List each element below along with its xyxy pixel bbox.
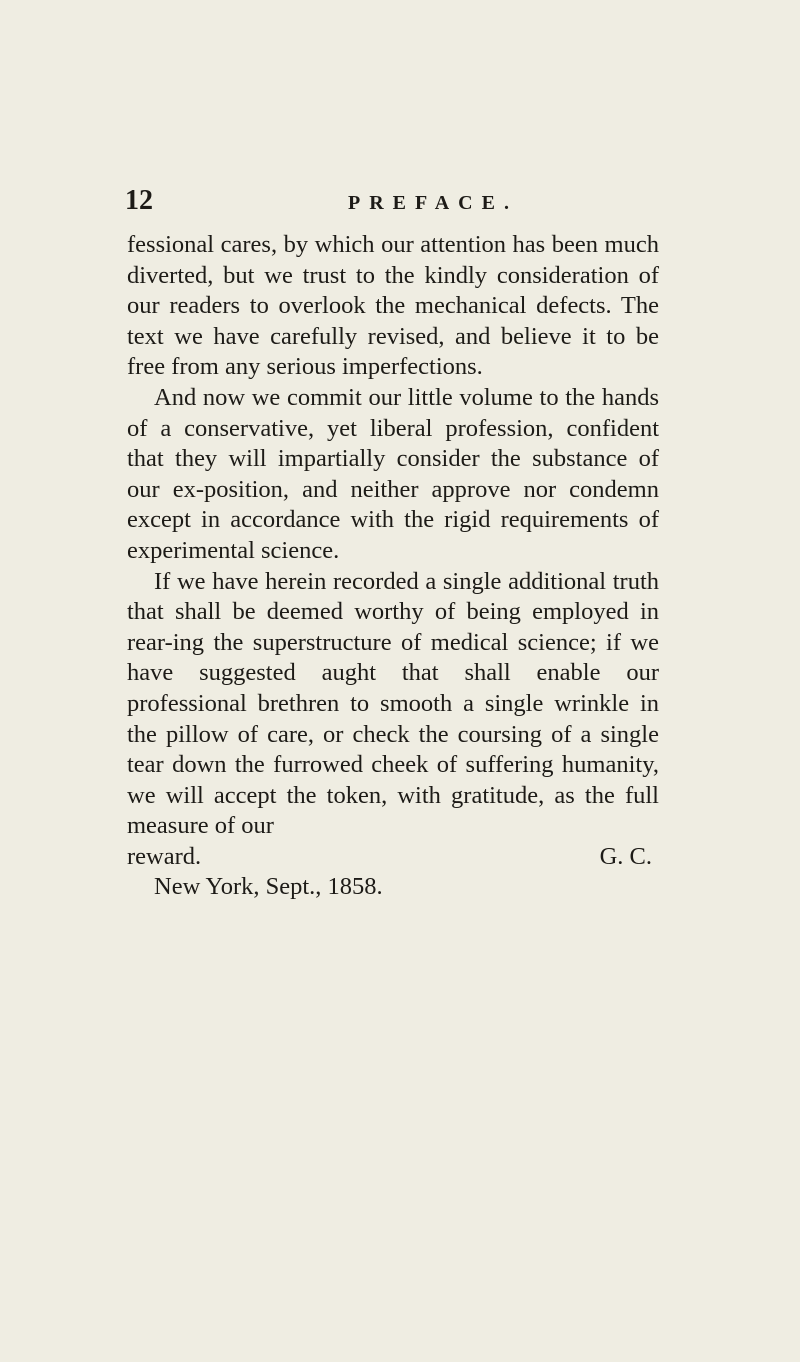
preface-text — [127, 230, 659, 903]
dateline: New York, Sept., 1858. — [154, 873, 383, 901]
paragraph-commitment: And now we commit our little volume to the hands of a conservative, yet liberal profession, confident that they will impartially consider the substance of our ex-position, and neither approve nor condemn except in accordance with the rigid requirements of experimental science. — [127, 383, 659, 564]
page-number: 12 — [125, 185, 153, 216]
signoff-line — [127, 842, 659, 873]
closing-word: reward. — [127, 842, 202, 870]
running-head — [125, 181, 685, 221]
paragraph-reward: If we have herein recorded a single additional truth that shall be deemed worthy of being employed in rear-ing the superstructure of medical science; if we have suggested aught that shall enable our professional brethren to smooth a single wrinkle in the pillow of care, or check the coursing of a single tear down the furrowed cheek of suffering humanity, we will accept the token, with gratitude, as the full measure of our — [127, 567, 659, 840]
paragraph-continued: fessional cares, by which our attention has been much diverted, but we trust to the kindly consideration of our readers to overlook the mechanical defects. The text we have carefully revised, and believe it to be free from any serious imperfections. — [127, 231, 659, 381]
author-initials: G. C. — [599, 842, 652, 870]
running-title: PREFACE. — [348, 192, 518, 214]
